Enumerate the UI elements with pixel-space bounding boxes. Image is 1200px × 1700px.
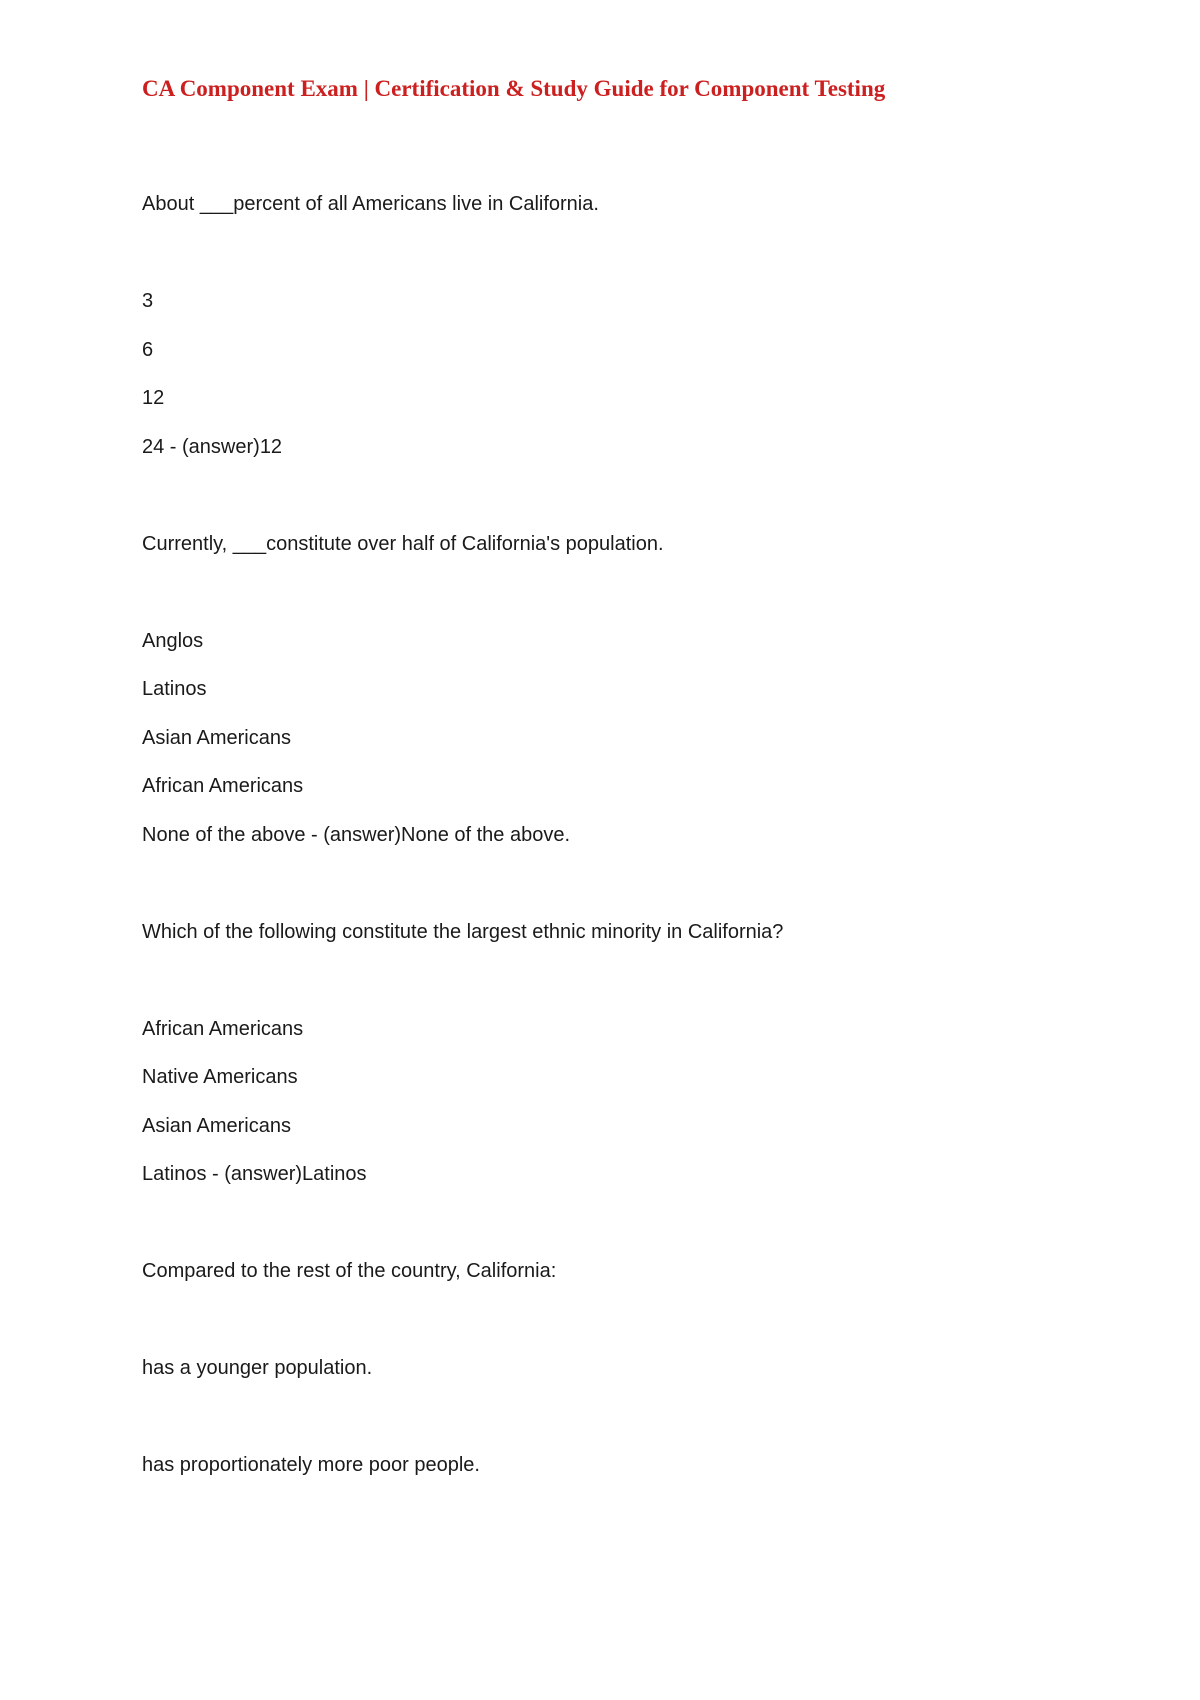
- question-1-option-3: 12: [142, 387, 165, 409]
- question-3-prompt: Which of the following constitute the largest ethnic minority in California?: [142, 921, 784, 943]
- document-title: CA Component Exam | Certification & Study Guide for Component Testing: [142, 76, 886, 101]
- question-1-prompt: About ___percent of all Americans live in California.: [142, 193, 599, 215]
- question-4-prompt: Compared to the rest of the country, California:: [142, 1260, 557, 1282]
- question-1-option-1: 3: [142, 290, 154, 312]
- question-1-option-2: 6: [142, 339, 154, 361]
- question-4-option-2: has proportionately more poor people.: [142, 1454, 480, 1476]
- question-2-option-3: Asian Americans: [142, 727, 291, 749]
- question-1-option-4-answer: 24 - (answer)12: [142, 436, 283, 458]
- question-2-option-4: African Americans: [142, 775, 304, 797]
- question-4-option-1: has a younger population.: [142, 1357, 373, 1379]
- question-2-option-1: Anglos: [142, 630, 204, 652]
- question-3-option-4-answer: Latinos - (answer)Latinos: [142, 1163, 367, 1185]
- question-3-option-3: Asian Americans: [142, 1115, 291, 1137]
- question-2-option-2: Latinos: [142, 678, 207, 700]
- question-3-option-1: African Americans: [142, 1018, 304, 1040]
- question-2-prompt: Currently, ___constitute over half of California's population.: [142, 533, 664, 555]
- question-2-option-5-answer: None of the above - (answer)None of the above.: [142, 824, 571, 846]
- question-3-option-2: Native Americans: [142, 1066, 298, 1088]
